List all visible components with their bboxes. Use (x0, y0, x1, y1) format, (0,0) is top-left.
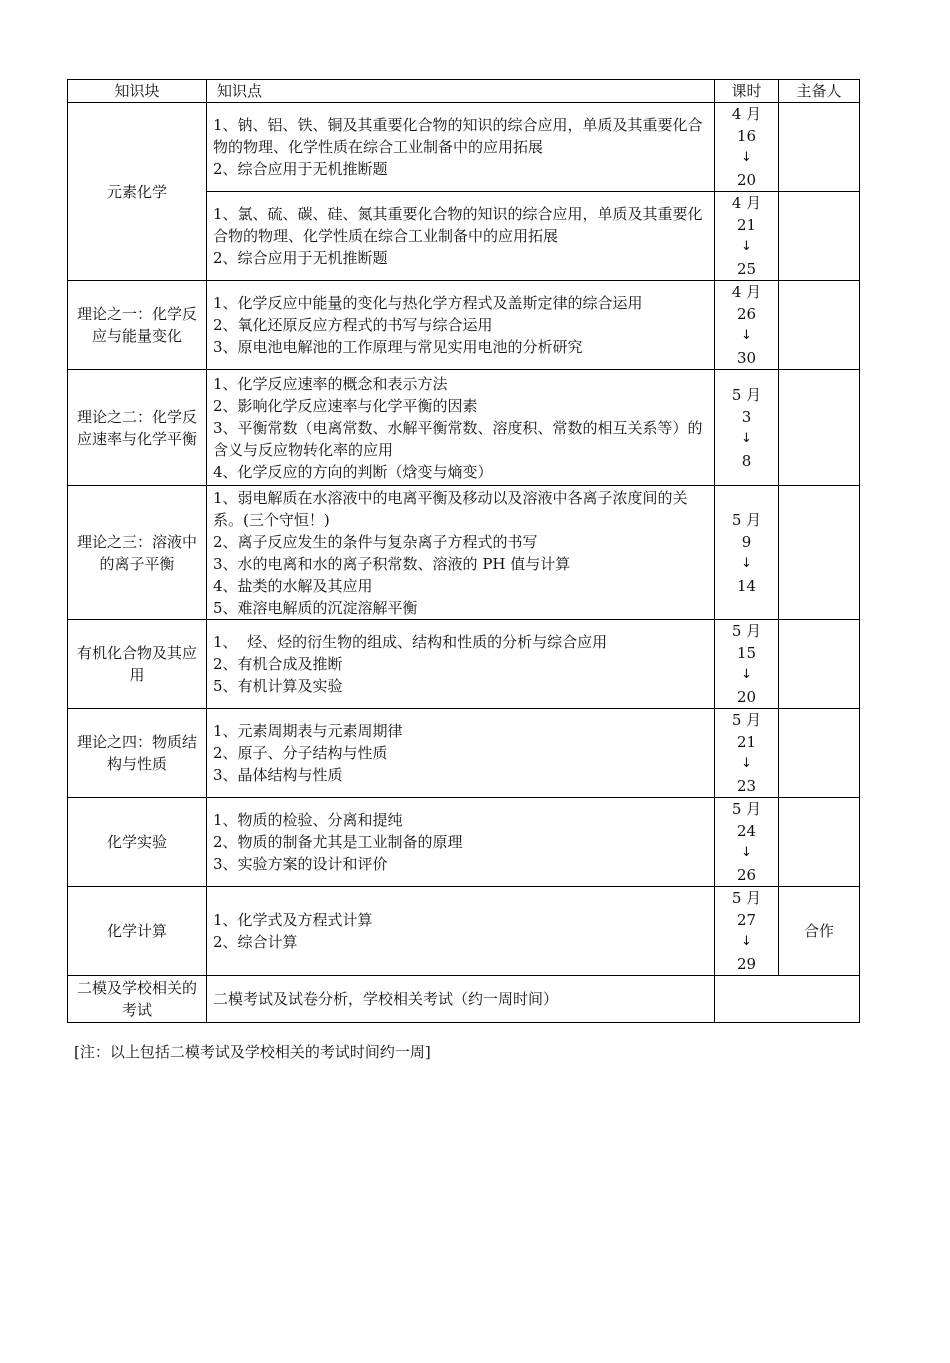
owner-cell (779, 620, 860, 709)
point-item: 3、平衡常数（电离常数、水解平衡常数、溶度积、常数的相互关系等）的含义与反应物转化率的应用 (213, 418, 703, 459)
hours-cell (715, 281, 779, 370)
hours-end: 26 (736, 866, 757, 884)
point-item: 2、物质的制备尤其是工业制备的原理 (213, 833, 463, 851)
down-arrow-icon: ↓ (741, 239, 752, 254)
hours-month: 4 月 (731, 194, 762, 212)
block-cell: 理论之三：溶液中的离子平衡 (68, 486, 207, 620)
owner-cell (779, 370, 860, 486)
point-item: 1、 烃、烃的衍生物的组成、结构和性质的分析与综合应用 (213, 633, 608, 651)
points-cell (207, 709, 715, 798)
hours-start: 26 (736, 305, 757, 323)
hours-month: 5 月 (731, 711, 762, 729)
point-item: 2、影响化学反应速率与化学平衡的因素 (213, 396, 478, 415)
point-item: 1、化学反应速率的概念和表示方法 (213, 374, 448, 393)
hours-month: 5 月 (731, 622, 762, 640)
hours-cell (715, 798, 779, 887)
point-item: 2、有机合成及推断 (213, 655, 343, 673)
hours-end: 30 (736, 349, 757, 367)
block-cell: 化学计算 (68, 887, 207, 976)
hours-cell (715, 486, 779, 620)
hours-end: 23 (736, 777, 757, 795)
hours-end: 20 (736, 688, 757, 706)
hours-month: 5 月 (731, 510, 762, 529)
table-row (68, 709, 860, 798)
point-item: 1、钠、铝、铁、铜及其重要化合物的知识的综合应用，单质及其重要化合物的物理、化学性质在综合工业制备中的应用拓展 (213, 116, 703, 156)
hours-cell (715, 709, 779, 798)
point-item: 3、原电池电解池的工作原理与常见实用电池的分析研究 (213, 338, 583, 356)
point-item: 3、实验方案的设计和评价 (213, 855, 388, 873)
hours-start: 21 (736, 733, 757, 751)
hours-month: 4 月 (731, 105, 762, 123)
down-arrow-icon: ↓ (741, 328, 752, 343)
points-cell (207, 281, 715, 370)
hours-start: 27 (736, 911, 757, 929)
owner-cell (779, 798, 860, 887)
hours-month: 4 月 (731, 283, 762, 301)
hours-cell (715, 620, 779, 709)
owner-cell (715, 976, 860, 1023)
point-item: 3、水的电离和水的离子积常数、溶液的 PH 值与计算 (213, 554, 571, 573)
points-cell (207, 887, 715, 976)
hours-cell (715, 370, 779, 486)
point-item: 1、弱电解质在水溶液中的电离平衡及移动以及溶液中各离子浓度间的关系。(三个守恒！) (213, 488, 688, 529)
block-cell: 有机化合物及其应用 (68, 620, 207, 709)
hours-start: 16 (736, 127, 757, 145)
header-row (68, 80, 860, 103)
owner-cell (779, 486, 860, 620)
points-cell (207, 103, 715, 192)
hours-end: 8 (741, 451, 752, 470)
owner-cell (779, 103, 860, 192)
hours-end: 20 (736, 171, 757, 189)
point-item: 1、元素周期表与元素周期律 (213, 722, 403, 740)
down-arrow-icon: ↓ (741, 430, 752, 446)
points-cell (207, 486, 715, 620)
point-item: 3、晶体结构与性质 (213, 766, 343, 784)
table-row (68, 370, 860, 486)
block-cell: 化学实验 (68, 798, 207, 887)
point-item: 1、氯、硫、碳、硅、氮其重要化合物的知识的综合应用，单质及其重要化合物的物理、化学性质在综合工业制备中的应用拓展 (213, 205, 703, 245)
hours-end: 14 (736, 576, 757, 595)
point-item: 1、物质的检验、分离和提纯 (213, 811, 403, 829)
hours-month: 5 月 (731, 889, 762, 907)
owner-cell (779, 192, 860, 281)
table-row (68, 798, 860, 887)
hours-cell (715, 887, 779, 976)
point-item: 4、化学反应的方向的判断（焓变与熵变） (213, 462, 493, 481)
hours-month: 5 月 (731, 800, 762, 818)
header-hours: 课时 (715, 80, 779, 103)
owner-cell (779, 709, 860, 798)
header-points: 知识点 (207, 80, 715, 103)
header-owner: 主备人 (779, 80, 860, 103)
block-cell: 理论之四：物质结构与性质 (68, 709, 207, 798)
down-arrow-icon: ↓ (741, 934, 752, 949)
hours-start: 24 (736, 822, 757, 840)
hours-cell (715, 192, 779, 281)
footnote: [注：以上包括二模考试及学校相关的考试时间约一周] (74, 1043, 431, 1061)
point-item: 2、离子反应发生的条件与复杂离子方程式的书写 (213, 532, 538, 551)
hours-cell (715, 103, 779, 192)
hours-end: 29 (736, 955, 757, 973)
down-arrow-icon: ↓ (741, 555, 752, 571)
table-row (68, 887, 860, 976)
table-row (68, 976, 860, 1023)
down-arrow-icon: ↓ (741, 667, 752, 682)
points-cell (207, 976, 715, 1023)
point-item: 2、综合计算 (213, 933, 298, 951)
block-cell: 理论之一：化学反应与能量变化 (68, 281, 207, 370)
point-item: 1、化学式及方程式计算 (213, 911, 373, 929)
hours-month: 5 月 (731, 385, 762, 404)
table-row (68, 103, 860, 192)
table-row (68, 486, 860, 620)
point-item: 5、难溶电解质的沉淀溶解平衡 (213, 598, 418, 617)
hours-start: 21 (736, 216, 757, 234)
points-cell (207, 370, 715, 486)
block-cell: 理论之二：化学反应速率与化学平衡 (68, 370, 207, 486)
points-cell (207, 620, 715, 709)
hours-start: 9 (741, 532, 752, 551)
point-item: 2、综合应用于无机推断题 (213, 249, 388, 267)
point-item: 2、氧化还原反应方程式的书写与综合运用 (213, 316, 493, 334)
hours-end: 25 (736, 260, 757, 278)
header-block: 知识块 (68, 80, 207, 103)
point-item: 1、化学反应中能量的变化与热化学方程式及盖斯定律的综合运用 (213, 294, 643, 312)
point-item: 二模考试及试卷分析，学校相关考试（约一周时间） (213, 990, 559, 1008)
table-row (68, 620, 860, 709)
down-arrow-icon: ↓ (741, 845, 752, 860)
point-item: 5、有机计算及实验 (213, 677, 343, 695)
down-arrow-icon: ↓ (741, 150, 752, 165)
owner-cell (779, 281, 860, 370)
point-item: 2、综合应用于无机推断题 (213, 160, 388, 178)
study-plan-table (67, 79, 860, 1023)
hours-start: 3 (741, 407, 752, 426)
block-cell: 元素化学 (68, 103, 207, 281)
block-cell: 二模及学校相关的考试 (68, 976, 207, 1023)
hours-start: 15 (736, 644, 757, 662)
down-arrow-icon: ↓ (741, 756, 752, 771)
point-item: 4、盐类的水解及其应用 (213, 576, 373, 595)
table-row (68, 281, 860, 370)
owner-cell: 合作 (779, 887, 860, 976)
points-cell (207, 798, 715, 887)
points-cell (207, 192, 715, 281)
point-item: 2、原子、分子结构与性质 (213, 744, 388, 762)
